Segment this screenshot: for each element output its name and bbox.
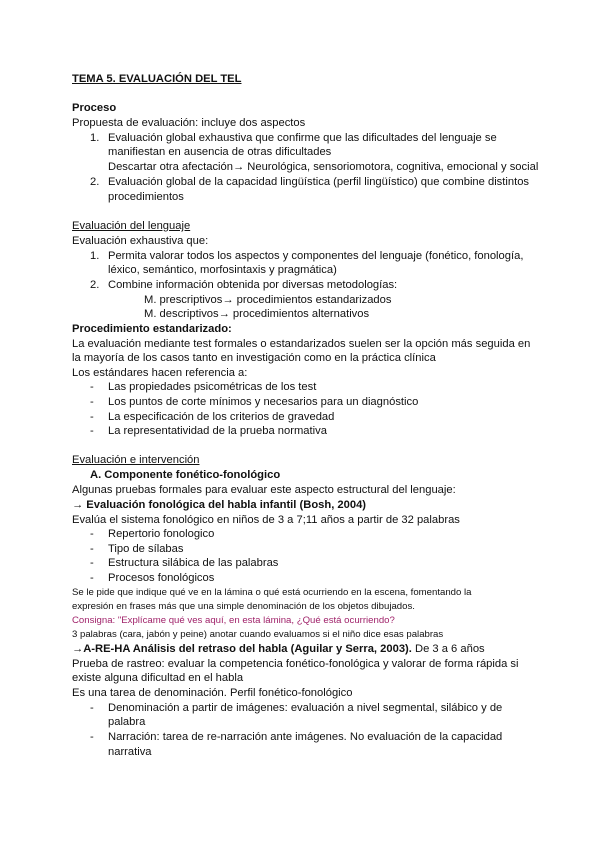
bullet-dash: - <box>90 572 94 584</box>
paragraph-line: La evaluación mediante test formales o estandarizados suelen ser la opción más seguida en <box>72 338 531 350</box>
bullet-dash: - <box>90 396 94 408</box>
list-item: procedimientos <box>108 191 184 203</box>
bullet-item: palabra <box>108 716 146 728</box>
bullet-item: narrativa <box>108 746 152 758</box>
list-item: Evaluación global de la capacidad lingüística (perfil lingüístico) que combine distintos <box>108 176 530 188</box>
bullet-dash: - <box>90 702 94 714</box>
list-item: Combine información obtenida por diversas metodologías: <box>108 279 398 291</box>
test-age-range: De 3 a 6 años <box>411 643 485 655</box>
bullet-dash: - <box>90 425 94 437</box>
bullet-item: Procesos fonológicos <box>108 572 215 584</box>
bullet-item: Repertorio fonologico <box>108 528 215 540</box>
page-title: TEMA 5. EVALUACIÓN DEL TEL <box>72 73 242 85</box>
subsection-heading: A. Componente fonético-fonológico <box>90 469 281 481</box>
list-subitem: M. prescriptivos→ procedimientos estandarizados <box>144 294 392 306</box>
bullet-dash: - <box>90 543 94 555</box>
bullet-item: La especificación de los criterios de gravedad <box>108 411 335 423</box>
list-number: 2. <box>90 279 100 291</box>
list-number: 1. <box>90 132 100 144</box>
bullet-item: Denominación a partir de imágenes: evaluación a nivel segmental, silábico y de <box>108 702 503 714</box>
consigna-note: Consigna: "Explícame qué ves aquí, en esta lámina, ¿Qué está ocurriendo? <box>72 615 395 626</box>
paragraph-line: Prueba de rastreo: evaluar la competencia fonético-fonológica y valorar de forma rápida si <box>72 658 519 670</box>
list-item: Descartar otra afectación→ Neurológica, sensoriomotora, cognitiva, emocional y social <box>108 161 539 173</box>
paragraph-line: Los estándares hacen referencia a: <box>72 367 248 379</box>
test-title: →A-RE-HA Análisis del retraso del habla (Aguilar y Serra, 2003). <box>72 643 412 655</box>
bullet-dash: - <box>90 411 94 423</box>
estandarizado-heading: Procedimiento estandarizado: <box>72 323 232 335</box>
proceso-heading: Proceso <box>72 102 117 114</box>
list-number: 2. <box>90 176 100 188</box>
bullet-item: La representatividad de la prueba normativa <box>108 425 327 437</box>
list-item: manifiestan en ausencia de otras dificultades <box>108 146 332 158</box>
paragraph-line: Evalúa el sistema fonológico en niños de 3 a 7;11 años a partir de 32 palabras <box>72 514 460 526</box>
note-line: Se le pide que indique qué ve en la lámina o qué está ocurriendo en la escena, fomentando la <box>72 587 472 598</box>
list-item: léxico, semántico, morfosintaxis y pragmática) <box>108 264 337 276</box>
list-item: Permita valorar todos los aspectos y componentes del lenguaje (fonético, fonología, <box>108 250 524 262</box>
bullet-item: Estructura silábica de las palabras <box>108 557 279 569</box>
bullet-item: Narración: tarea de re-narración ante imágenes. No evaluación de la capacidad <box>108 731 503 743</box>
test-title: → Evaluación fonológica del habla infantil (Bosh, 2004) <box>72 499 367 511</box>
bullet-item: Los puntos de corte mínimos y necesarios para un diagnóstico <box>108 396 419 408</box>
section-heading: Evaluación del lenguaje <box>72 220 191 232</box>
paragraph-line: Es una tarea de denominación. Perfil fonético-fonológico <box>72 687 353 699</box>
paragraph-line: la mayoría de los casos tanto en investigación como en la práctica clínica <box>72 352 436 364</box>
bullet-dash: - <box>90 528 94 540</box>
list-number: 1. <box>90 250 100 262</box>
note-line: expresión en frases más que una simple denominación de los objetos dibujados. <box>72 601 415 612</box>
section-heading: Evaluación e intervención <box>72 454 200 466</box>
bullet-item: Las propiedades psicométricas de los test <box>108 381 317 393</box>
note-line: 3 palabras (cara, jabón y peine) anotar cuando evaluamos si el niño dice esas palabras <box>72 629 444 640</box>
section-intro: Evaluación exhaustiva que: <box>72 235 209 247</box>
paragraph-line: Algunas pruebas formales para evaluar este aspecto estructural del lenguaje: <box>72 484 456 496</box>
bullet-item: Tipo de sílabas <box>108 543 184 555</box>
bullet-dash: - <box>90 381 94 393</box>
bullet-dash: - <box>90 731 94 743</box>
list-subitem: M. descriptivos→ procedimientos alternativos <box>144 308 370 320</box>
bullet-dash: - <box>90 557 94 569</box>
proceso-intro: Propuesta de evaluación: incluye dos aspectos <box>72 117 306 129</box>
list-item: Evaluación global exhaustiva que confirme que las dificultades del lenguaje se <box>108 132 497 144</box>
test-line <box>72 642 485 656</box>
paragraph-line: existe alguna dificultad en el habla <box>72 672 244 684</box>
